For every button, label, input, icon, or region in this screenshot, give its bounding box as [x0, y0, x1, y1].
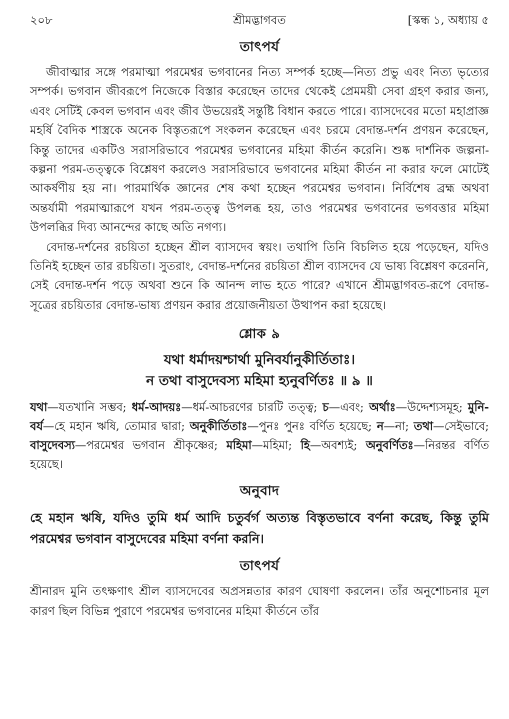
synonym-meaning: মহিমা;	[263, 438, 293, 453]
synonym-meaning: পুনঃ পুনঃ বর্ণিত হয়েছে;	[258, 419, 372, 434]
synonym-meaning: ধর্ম-আচরণের চারটি তত্ত্ব;	[192, 400, 318, 415]
synonym-term: মহিমা	[226, 438, 252, 453]
synonym-meaning: অবশ্যই;	[321, 438, 358, 453]
synonym-meaning: পরমেশ্বর ভগবান শ্রীকৃষ্ণের;	[86, 438, 218, 453]
translation-heading: অনুবাদ	[239, 483, 280, 500]
running-header	[30, 0, 489, 30]
synonym-meaning: যতখানি সম্ভব;	[58, 400, 127, 415]
synonym-term: হি	[300, 438, 310, 453]
synonym-meaning: এবং;	[340, 400, 364, 415]
verse-line-2: ন তথা বাসুদেবস্য মহিমা হ্যনুবর্ণিতঃ ॥ ৯ ॥	[146, 373, 373, 390]
purport-heading-2: তাৎপর্য	[239, 558, 280, 575]
synonym-meaning: সেইভাবে;	[444, 419, 490, 434]
synonym-meaning: না;	[395, 419, 409, 434]
synonym-term: মুনি-বর্য	[30, 400, 490, 434]
synonym-meaning: উদ্দেশ্যসমূহ;	[407, 400, 463, 415]
chapter-reference: [স্কন্ধ ১, অধ্যায় ৫	[407, 13, 489, 27]
synonym-term: অনুবর্ণিতঃ	[365, 438, 414, 453]
synonym-term: যথা	[30, 400, 48, 415]
purport-2-text: শ্রীনারদ মুনি তৎক্ষণাৎ শ্রীল ব্যাসদেবের অপ্রসন্নতার কারণ ঘোষণা করলেন। তাঁর অনুশোচনার মূল কারণ ছিল বিভিন্ন পুরাণে পরমেশ্বর ভগবানের মহিমা কীর্তনে তাঁর	[30, 584, 489, 618]
verse-number-heading: শ্লোক ৯	[238, 327, 281, 343]
book-title: শ্রীমদ্ভাগবত	[233, 13, 286, 27]
purport-paragraph-1: জীবাত্মার সঙ্গে পরমাত্মা পরমেশ্বর ভগবানের নিত্য সম্পর্ক হচ্ছে—নিত্য প্রভু এবং নিত্য ভৃত্যের সম্পর্ক। ভগবান জীবরূপে নিজেকে বিস্তার করেছেন তাদের থেকেই প্রেমময়ী সেবা গ্রহণ করার জন্য, এবং সেটিই কেবল ভগবান এবং জীব উভয়েরই সন্তুষ্টি বিধান করতে পারে। ব্যাসদেবের মতো মহাপ্রাজ্ঞ মহর্ষি বৈদিক শাস্ত্রকে অনেক বিস্তৃতরূপে সংকলন করেছেন এবং চরমে বেদান্ত-দর্শন প্রণয়ন করেছেন, কিন্তু তাদের একটিও সরাসরিভাবে পরমেশ্বর ভগবানের মহিমা কীর্তন করেনি। শুষ্ক দার্শনিক জল্পনা-কল্পনা পরম-তত্ত্বকে বিশ্লেষণ করলেও সরাসরিভাবে ভগবানের মহিমা কীর্তন না করার ফলে মোটেই আকর্ষণীয় হয় না। পারমার্থিক জ্ঞানের শেষ কথা হচ্ছেন পরমেশ্বর ভগবান। নির্বিশেষ ব্রহ্ম অথবা অন্তর্যামী পরমাত্মারূপে যখন পরম-তত্ত্ব উপলব্ধ হয়, তাও পরমেশ্বর ভগবানের ভগবত্তার মহিমা উপলব্ধির দিব্য আনন্দের কাছে অতি নগণ্য।	[30, 65, 489, 235]
verse-line-1: যথা ধর্মাদয়শ্চার্থা মুনিবর্যানুকীর্তিতাঃ।	[163, 352, 356, 369]
purport-heading: তাৎপর্য	[239, 39, 280, 55]
word-for-word-synonyms: যথা—যতখানি সম্ভব; ধর্ম-আদয়ঃ—ধর্ম-আচরণের চারটি তত্ত্ব; চ—এবং; অর্থাঃ—উদ্দেশ্যসমূহ; মুনি-বর্য—হে মহান ঋষি, তোমার দ্বারা; অনুকীর্তিতাঃ—পুনঃ পুনঃ বর্ণিত হয়েছে; ন—না; তথা—সেইভাবে; বাসুদেবস্য—পরমেশ্বর ভগবান শ্রীকৃষ্ণের; মহিমা—মহিমা; হি—অবশ্যই; অনুবর্ণিতঃ—নিরন্তর বর্ণিত হয়েছে।	[30, 400, 490, 472]
synonym-term: অনুকীর্তিতাঃ	[189, 419, 248, 434]
synonym-term: বাসুদেবস্য	[30, 438, 75, 453]
synonym-term: অর্থাঃ	[369, 400, 396, 415]
purport-paragraph-2: বেদান্ত-দর্শনের রচয়িতা হচ্ছেন শ্রীল ব্যাসদেব স্বয়ং। তথাপি তিনি বিচলিত হয়ে পড়েছেন, যদিও তিনিই হচ্ছেন তার রচয়িতা। সুতরাং, বেদান্ত-দর্শনের রচয়িতা শ্রীল ব্যাসদেব যে ভাষ্য বিশ্লেষণ করেননি, সেই বেদান্ত-দর্শন পড়ে অথবা শুনে কি আনন্দ লাভ হতে পারে? এখানে শ্রীমদ্ভাগবত-রূপে বেদান্ত-সূত্রের রচয়িতার বেদান্ত-ভাষ্য প্রণয়ন করার প্রয়োজনীয়তা উত্থাপন করা হয়েছে।	[30, 239, 489, 312]
synonym-meaning: হে মহান ঋষি, তোমার দ্বারা;	[54, 419, 185, 434]
synonym-meaning: নিরন্তর বর্ণিত হয়েছে।	[30, 438, 490, 472]
synonym-term: তথা	[413, 419, 434, 434]
page-number: ২০৮	[30, 13, 53, 27]
synonym-term: ধর্ম-আদয়ঃ	[131, 400, 182, 415]
synonym-term: চ	[322, 400, 329, 415]
synonym-term: ন	[376, 419, 384, 434]
translation-text: হে মহান ঋষি, যদিও তুমি ধর্ম আদি চতুর্বর্গ অত্যন্ত বিস্তৃতভাবে বর্ণনা করেছ, কিন্তু তুমি পরমেশ্বর ভগবান বাসুদেবের মহিমা বর্ণনা করনি।	[30, 510, 489, 547]
